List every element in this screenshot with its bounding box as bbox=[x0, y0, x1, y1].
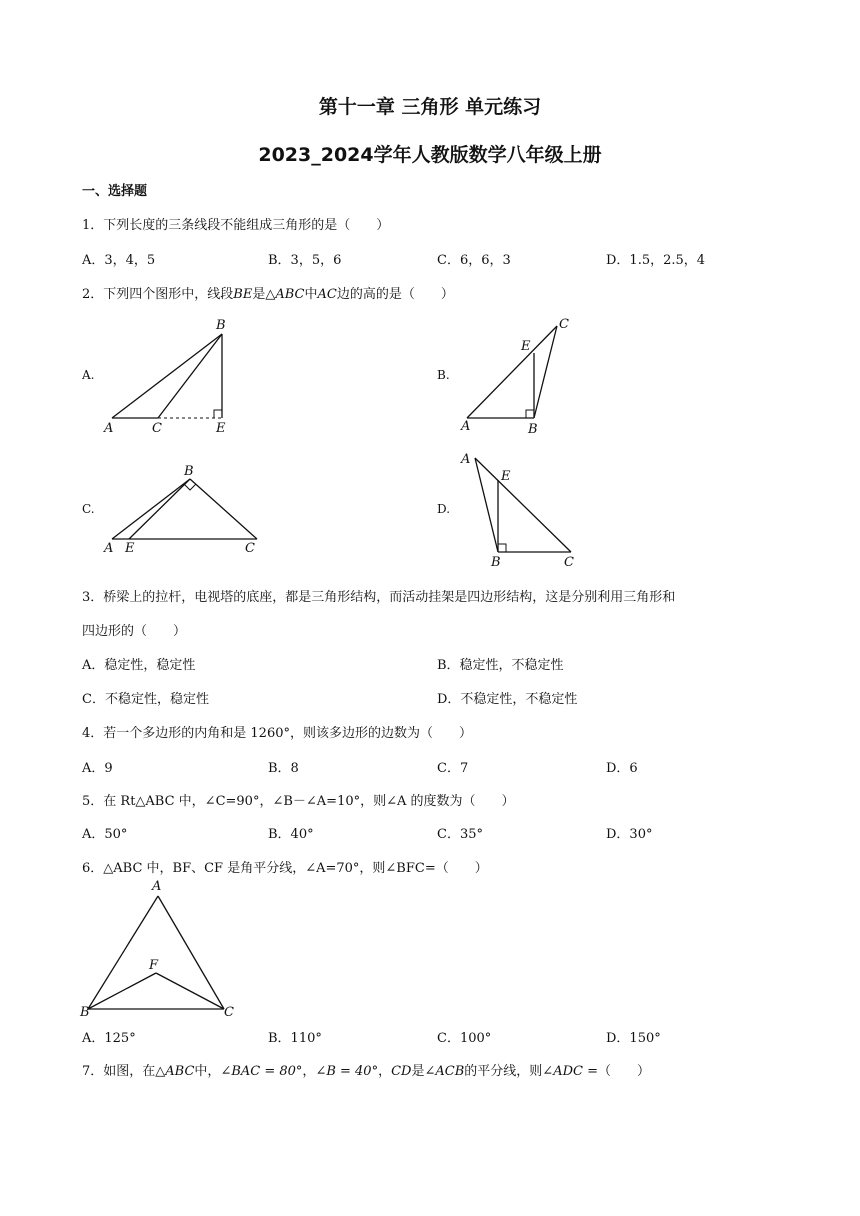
q2-text: 中 bbox=[304, 287, 318, 302]
q7-text: 是 bbox=[411, 1064, 425, 1079]
q7-triangle-abc: ABC bbox=[165, 1064, 195, 1079]
question-7-stem bbox=[82, 1060, 650, 1079]
q2-option-a-label[interactable]: A. bbox=[82, 368, 95, 382]
q7-text: ， bbox=[302, 1064, 316, 1079]
q5-option-c[interactable]: C．35° bbox=[437, 827, 483, 842]
q6-figure bbox=[78, 876, 243, 1021]
q2-option-b-label[interactable]: B. bbox=[437, 368, 450, 382]
q2-text: 2．下列四个图形中，线段 bbox=[82, 287, 234, 302]
question-3-stem-line2: 四边形的（ ） bbox=[82, 624, 187, 639]
q7-angle-adc: ∠ADC = bbox=[542, 1064, 598, 1079]
question-6-stem: 6．△ABC 中，BF、CF 是角平分线，∠A=70°，则∠BFC=（ ） bbox=[82, 861, 488, 876]
q2-figure-b[interactable] bbox=[455, 312, 585, 437]
q6-option-c[interactable]: C．100° bbox=[437, 1031, 492, 1046]
q2-figure-a[interactable] bbox=[100, 312, 250, 437]
q1-option-c[interactable]: C．6，6，3 bbox=[437, 253, 511, 268]
q7-text: 的平分线，则 bbox=[464, 1064, 543, 1079]
fig-d-label-b: B bbox=[491, 555, 501, 570]
fig-a-label-c: C bbox=[152, 421, 162, 436]
fig-a-label-a: A bbox=[104, 421, 114, 436]
fig-a-label-b: B bbox=[216, 318, 226, 333]
fig-b-label-a: A bbox=[461, 419, 471, 434]
q1-option-d[interactable]: D．1.5，2.5，4 bbox=[606, 253, 706, 268]
q6-fig-label-f: F bbox=[149, 958, 159, 973]
q7-angle-b: ∠B = 40° bbox=[315, 1064, 379, 1079]
q7-text: 中， bbox=[194, 1064, 221, 1079]
q4-option-a[interactable]: A．9 bbox=[82, 761, 113, 776]
q6-fig-label-b: B bbox=[80, 1005, 90, 1020]
section-heading: 一、选择题 bbox=[82, 184, 148, 199]
q7-segment-cd: CD bbox=[391, 1064, 412, 1079]
q2-figure-d[interactable] bbox=[455, 450, 585, 570]
question-4-stem: 4．若一个多边形的内角和是 1260°，则该多边形的边数为（ ） bbox=[82, 726, 472, 741]
q4-option-c[interactable]: C．7 bbox=[437, 761, 469, 776]
q2-segment-be: BE bbox=[233, 287, 253, 302]
q3-option-d[interactable]: D．不稳定性，不稳定性 bbox=[437, 692, 578, 707]
q2-side-ac: AC bbox=[317, 287, 337, 302]
fig-d-label-e: E bbox=[501, 469, 511, 484]
q4-option-b[interactable]: B．8 bbox=[268, 761, 299, 776]
q2-text: 是△ bbox=[252, 287, 276, 302]
question-2-stem bbox=[82, 283, 454, 302]
q3-option-a[interactable]: A．稳定性，稳定性 bbox=[82, 658, 196, 673]
q2-triangle-abc: ABC bbox=[275, 287, 305, 302]
fig-c-label-b: B bbox=[184, 464, 194, 479]
fig-d-label-c: C bbox=[564, 555, 574, 570]
question-1-stem: 1．下列长度的三条线段不能组成三角形的是（ ） bbox=[82, 218, 390, 233]
q6-option-d[interactable]: D．150° bbox=[606, 1031, 661, 1046]
q4-option-d[interactable]: D．6 bbox=[606, 761, 638, 776]
q5-option-d[interactable]: D．30° bbox=[606, 827, 653, 842]
q3-option-b[interactable]: B．稳定性，不稳定性 bbox=[437, 658, 564, 673]
q1-option-a[interactable]: A．3，4，5 bbox=[82, 253, 156, 268]
q2-option-d-label[interactable]: D. bbox=[437, 502, 451, 516]
q5-option-b[interactable]: B．40° bbox=[268, 827, 314, 842]
page-subtitle: 2023_2024学年人教版数学八年级上册 bbox=[258, 144, 602, 166]
question-5-stem: 5．在 Rt△ABC 中，∠C=90°，∠B－∠A=10°，则∠A 的度数为（ ） bbox=[82, 794, 515, 809]
q3-option-c[interactable]: C．不稳定性，稳定性 bbox=[82, 692, 209, 707]
q2-text: 边的高的是（ ） bbox=[336, 287, 454, 302]
page-title: 第十一章 三角形 单元练习 bbox=[318, 96, 542, 118]
fig-b-label-c: C bbox=[559, 317, 569, 332]
q7-text: （ ） bbox=[597, 1064, 650, 1079]
fig-b-label-b: B bbox=[528, 422, 538, 437]
q6-option-a[interactable]: A．125° bbox=[82, 1031, 136, 1046]
fig-d-label-a: A bbox=[461, 452, 471, 467]
q7-angle-acb: ∠ACB bbox=[424, 1064, 465, 1079]
fig-c-label-e: E bbox=[125, 541, 135, 556]
fig-c-label-a: A bbox=[104, 541, 114, 556]
q2-option-c-label[interactable]: C. bbox=[82, 502, 95, 516]
q5-option-a[interactable]: A．50° bbox=[82, 827, 128, 842]
q1-option-b[interactable]: B．3，5，6 bbox=[268, 253, 342, 268]
fig-c-label-c: C bbox=[245, 541, 255, 556]
q6-fig-label-a: A bbox=[152, 879, 162, 894]
q6-option-b[interactable]: B．110° bbox=[268, 1031, 322, 1046]
question-3-stem-line1: 3．桥梁上的拉杆，电视塔的底座，都是三角形结构，而活动挂架是四边形结构，这是分别利用三角形和 bbox=[82, 590, 676, 605]
q2-figure-c[interactable] bbox=[100, 462, 270, 562]
q7-text: ， bbox=[378, 1064, 392, 1079]
q7-text: 7．如图，在△ bbox=[82, 1064, 166, 1079]
fig-b-label-e: E bbox=[521, 339, 531, 354]
q6-fig-label-c: C bbox=[224, 1005, 234, 1020]
q7-angle-bac: ∠BAC = 80° bbox=[220, 1064, 303, 1079]
fig-a-label-e: E bbox=[216, 421, 226, 436]
